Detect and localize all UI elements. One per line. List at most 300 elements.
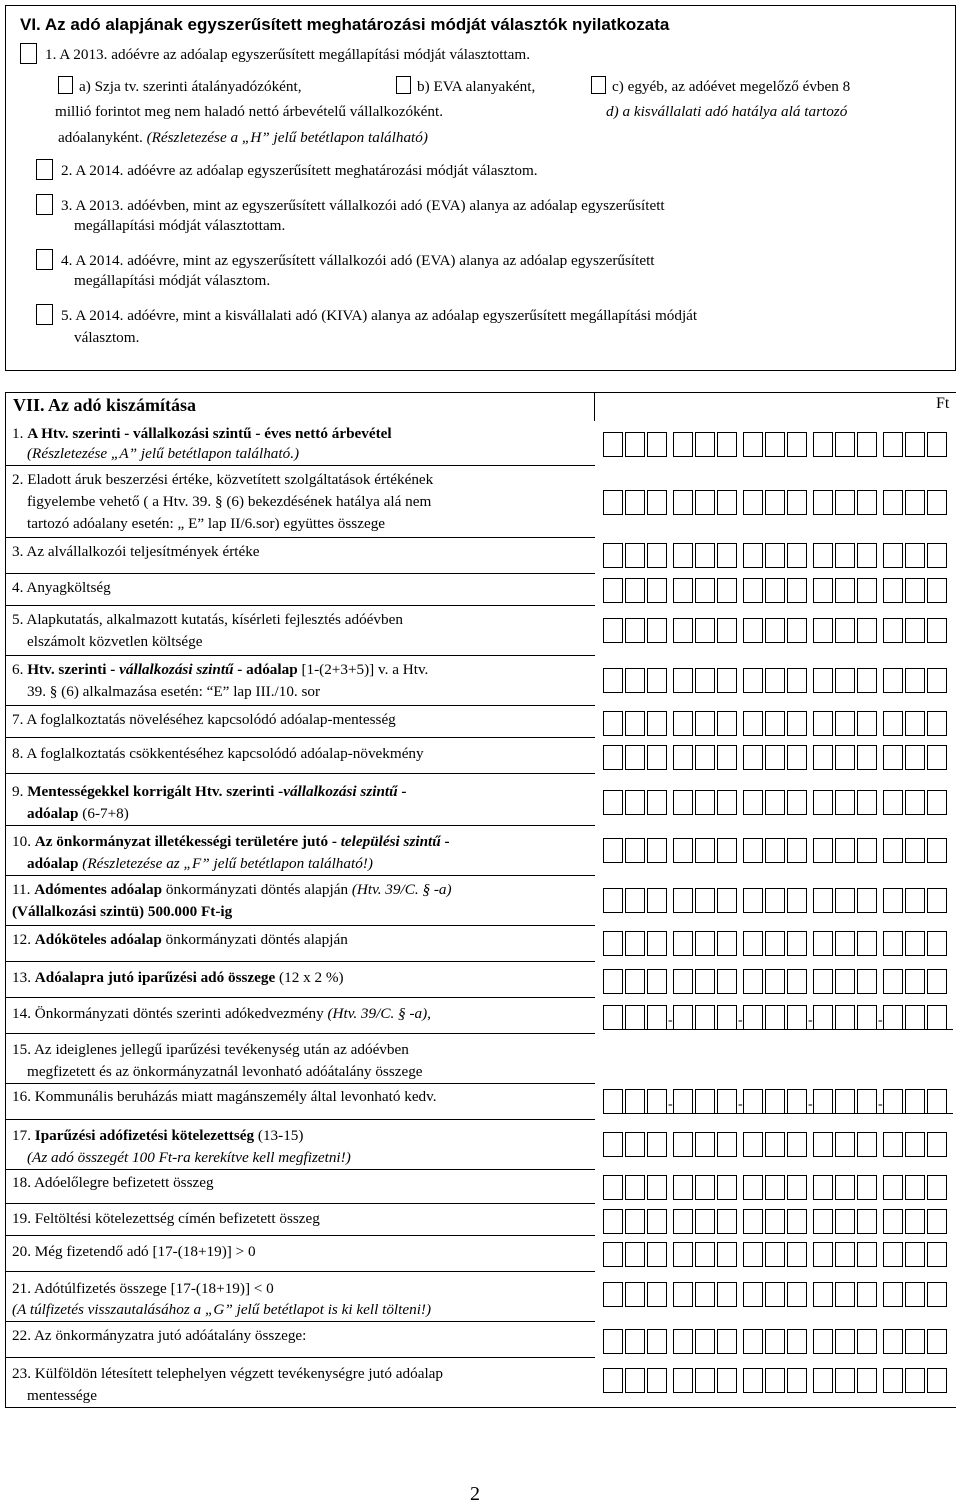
digit-box[interactable] <box>743 1209 763 1234</box>
digit-box[interactable] <box>743 1005 763 1030</box>
digit-box[interactable] <box>787 1209 807 1234</box>
digit-box[interactable] <box>905 790 925 815</box>
checkbox-option-2[interactable] <box>36 159 53 180</box>
digit-box[interactable] <box>883 490 903 515</box>
digit-box[interactable] <box>603 1329 623 1354</box>
digit-box[interactable] <box>787 1089 807 1114</box>
digit-box[interactable] <box>673 1175 693 1200</box>
digit-box[interactable] <box>927 969 947 994</box>
digit-box[interactable] <box>695 745 715 770</box>
digit-box[interactable] <box>883 1089 903 1114</box>
digit-box[interactable] <box>927 1368 947 1393</box>
digit-box[interactable] <box>695 543 715 568</box>
digit-box[interactable] <box>603 931 623 956</box>
digit-box[interactable] <box>625 1132 645 1157</box>
digit-box[interactable] <box>673 745 693 770</box>
digit-box[interactable] <box>695 432 715 457</box>
digit-box[interactable] <box>673 1209 693 1234</box>
digit-box[interactable] <box>647 1089 667 1114</box>
digit-box[interactable] <box>857 1242 877 1267</box>
digit-box[interactable] <box>765 1209 785 1234</box>
digit-box[interactable] <box>813 490 833 515</box>
digit-box[interactable] <box>743 668 763 693</box>
digit-box[interactable] <box>765 618 785 643</box>
digit-box[interactable] <box>695 578 715 603</box>
digit-box[interactable] <box>787 1368 807 1393</box>
digit-box[interactable] <box>905 578 925 603</box>
digit-box[interactable] <box>927 711 947 736</box>
digit-box[interactable] <box>857 1282 877 1307</box>
digit-box[interactable] <box>813 1132 833 1157</box>
digit-box[interactable] <box>603 1132 623 1157</box>
digit-box[interactable] <box>717 838 737 863</box>
digit-box[interactable] <box>835 969 855 994</box>
digit-box[interactable] <box>883 668 903 693</box>
digit-box[interactable] <box>835 543 855 568</box>
digit-box[interactable] <box>883 1242 903 1267</box>
digit-box[interactable] <box>603 1175 623 1200</box>
digit-box[interactable] <box>625 432 645 457</box>
digit-box[interactable] <box>717 1209 737 1234</box>
digit-box[interactable] <box>695 1005 715 1030</box>
digit-box[interactable] <box>813 543 833 568</box>
digit-box[interactable] <box>927 578 947 603</box>
digit-box[interactable] <box>787 618 807 643</box>
digit-box[interactable] <box>927 1242 947 1267</box>
digit-box[interactable] <box>717 490 737 515</box>
digit-box[interactable] <box>647 1209 667 1234</box>
digit-box[interactable] <box>813 1242 833 1267</box>
digit-box[interactable] <box>905 931 925 956</box>
digit-box[interactable] <box>717 931 737 956</box>
digit-box[interactable] <box>813 790 833 815</box>
digit-box[interactable] <box>717 1132 737 1157</box>
digit-box[interactable] <box>717 1089 737 1114</box>
digit-box[interactable] <box>743 1175 763 1200</box>
digit-box[interactable] <box>743 969 763 994</box>
digit-box[interactable] <box>787 668 807 693</box>
digit-box[interactable] <box>927 432 947 457</box>
digit-box[interactable] <box>743 1282 763 1307</box>
digit-box[interactable] <box>835 668 855 693</box>
digit-box[interactable] <box>717 790 737 815</box>
digit-box[interactable] <box>673 1089 693 1114</box>
digit-box[interactable] <box>787 543 807 568</box>
digit-box[interactable] <box>647 1368 667 1393</box>
digit-box[interactable] <box>835 1089 855 1114</box>
digit-box[interactable] <box>857 1132 877 1157</box>
digit-box[interactable] <box>625 888 645 913</box>
digit-box[interactable] <box>625 838 645 863</box>
digit-box[interactable] <box>883 1209 903 1234</box>
digit-box[interactable] <box>857 838 877 863</box>
digit-box[interactable] <box>765 432 785 457</box>
digit-box[interactable] <box>927 1209 947 1234</box>
digit-box[interactable] <box>743 1368 763 1393</box>
digit-box[interactable] <box>625 1329 645 1354</box>
digit-box[interactable] <box>625 668 645 693</box>
digit-box[interactable] <box>765 1089 785 1114</box>
digit-box[interactable] <box>835 1368 855 1393</box>
digit-box[interactable] <box>673 931 693 956</box>
digit-box[interactable] <box>813 1005 833 1030</box>
digit-box[interactable] <box>787 1132 807 1157</box>
digit-box[interactable] <box>905 1209 925 1234</box>
digit-box[interactable] <box>813 931 833 956</box>
digit-box[interactable] <box>857 888 877 913</box>
digit-box[interactable] <box>787 1242 807 1267</box>
digit-box[interactable] <box>743 618 763 643</box>
digit-box[interactable] <box>813 1089 833 1114</box>
digit-box[interactable] <box>743 790 763 815</box>
digit-box[interactable] <box>787 931 807 956</box>
digit-box[interactable] <box>835 888 855 913</box>
digit-box[interactable] <box>673 1368 693 1393</box>
digit-box[interactable] <box>765 1368 785 1393</box>
digit-box[interactable] <box>743 838 763 863</box>
digit-box[interactable] <box>673 1282 693 1307</box>
digit-box[interactable] <box>927 1005 947 1030</box>
digit-box[interactable] <box>743 1329 763 1354</box>
digit-box[interactable] <box>787 790 807 815</box>
digit-box[interactable] <box>787 838 807 863</box>
digit-box[interactable] <box>883 969 903 994</box>
digit-box[interactable] <box>883 931 903 956</box>
digit-box[interactable] <box>673 969 693 994</box>
digit-box[interactable] <box>743 543 763 568</box>
digit-box[interactable] <box>743 1242 763 1267</box>
digit-box[interactable] <box>603 1282 623 1307</box>
digit-box[interactable] <box>905 1089 925 1114</box>
digit-box[interactable] <box>603 1368 623 1393</box>
digit-box[interactable] <box>647 578 667 603</box>
digit-box[interactable] <box>835 1209 855 1234</box>
digit-box[interactable] <box>883 790 903 815</box>
digit-box[interactable] <box>603 668 623 693</box>
digit-box[interactable] <box>927 931 947 956</box>
digit-box[interactable] <box>883 1329 903 1354</box>
digit-box[interactable] <box>813 1282 833 1307</box>
digit-box[interactable] <box>695 1175 715 1200</box>
digit-box[interactable] <box>813 1175 833 1200</box>
digit-box[interactable] <box>625 931 645 956</box>
digit-box[interactable] <box>765 578 785 603</box>
digit-box[interactable] <box>647 1005 667 1030</box>
digit-box[interactable] <box>647 1132 667 1157</box>
digit-box[interactable] <box>883 745 903 770</box>
digit-box[interactable] <box>765 1005 785 1030</box>
digit-box[interactable] <box>695 711 715 736</box>
digit-box[interactable] <box>813 711 833 736</box>
digit-box[interactable] <box>835 838 855 863</box>
digit-box[interactable] <box>647 1282 667 1307</box>
digit-box[interactable] <box>857 1209 877 1234</box>
digit-box[interactable] <box>625 543 645 568</box>
digit-box[interactable] <box>625 1282 645 1307</box>
digit-box[interactable] <box>717 1175 737 1200</box>
digit-box[interactable] <box>765 838 785 863</box>
digit-box[interactable] <box>717 618 737 643</box>
digit-box[interactable] <box>927 618 947 643</box>
digit-box[interactable] <box>717 1005 737 1030</box>
digit-box[interactable] <box>673 490 693 515</box>
digit-box[interactable] <box>673 1242 693 1267</box>
digit-box[interactable] <box>603 1005 623 1030</box>
digit-box[interactable] <box>883 838 903 863</box>
checkbox-option-1[interactable] <box>20 43 37 64</box>
digit-box[interactable] <box>765 1175 785 1200</box>
digit-box[interactable] <box>695 1209 715 1234</box>
checkbox-option-1a[interactable] <box>58 76 73 94</box>
digit-box[interactable] <box>787 711 807 736</box>
digit-box[interactable] <box>813 888 833 913</box>
digit-box[interactable] <box>787 1282 807 1307</box>
digit-box[interactable] <box>717 1242 737 1267</box>
digit-box[interactable] <box>905 543 925 568</box>
digit-box[interactable] <box>883 618 903 643</box>
digit-box[interactable] <box>625 490 645 515</box>
digit-box[interactable] <box>813 432 833 457</box>
digit-box[interactable] <box>765 490 785 515</box>
digit-box[interactable] <box>625 1005 645 1030</box>
digit-box[interactable] <box>647 432 667 457</box>
digit-box[interactable] <box>835 490 855 515</box>
digit-box[interactable] <box>813 969 833 994</box>
digit-box[interactable] <box>765 745 785 770</box>
digit-box[interactable] <box>927 838 947 863</box>
digit-box[interactable] <box>835 432 855 457</box>
digit-box[interactable] <box>765 790 785 815</box>
digit-box[interactable] <box>647 668 667 693</box>
digit-box[interactable] <box>717 578 737 603</box>
digit-box[interactable] <box>765 543 785 568</box>
digit-box[interactable] <box>647 838 667 863</box>
digit-box[interactable] <box>883 1005 903 1030</box>
checkbox-option-1c[interactable] <box>591 76 606 94</box>
digit-box[interactable] <box>835 931 855 956</box>
digit-box[interactable] <box>673 711 693 736</box>
digit-box[interactable] <box>927 745 947 770</box>
digit-box[interactable] <box>813 1368 833 1393</box>
digit-box[interactable] <box>905 618 925 643</box>
digit-box[interactable] <box>765 888 785 913</box>
digit-box[interactable] <box>813 745 833 770</box>
digit-box[interactable] <box>603 790 623 815</box>
digit-box[interactable] <box>743 931 763 956</box>
digit-box[interactable] <box>603 711 623 736</box>
digit-box[interactable] <box>603 1242 623 1267</box>
digit-box[interactable] <box>625 711 645 736</box>
digit-box[interactable] <box>603 745 623 770</box>
digit-box[interactable] <box>857 1089 877 1114</box>
digit-box[interactable] <box>787 1329 807 1354</box>
digit-box[interactable] <box>835 1005 855 1030</box>
digit-box[interactable] <box>647 711 667 736</box>
digit-box[interactable] <box>695 490 715 515</box>
digit-box[interactable] <box>603 543 623 568</box>
digit-box[interactable] <box>673 668 693 693</box>
digit-box[interactable] <box>603 578 623 603</box>
digit-box[interactable] <box>717 1282 737 1307</box>
digit-box[interactable] <box>787 969 807 994</box>
digit-box[interactable] <box>743 745 763 770</box>
digit-box[interactable] <box>905 838 925 863</box>
digit-box[interactable] <box>857 1329 877 1354</box>
digit-box[interactable] <box>835 1132 855 1157</box>
digit-box[interactable] <box>743 1089 763 1114</box>
digit-box[interactable] <box>695 931 715 956</box>
digit-box[interactable] <box>813 1329 833 1354</box>
digit-box[interactable] <box>787 1175 807 1200</box>
digit-box[interactable] <box>905 1005 925 1030</box>
digit-box[interactable] <box>695 668 715 693</box>
digit-box[interactable] <box>813 838 833 863</box>
digit-box[interactable] <box>673 838 693 863</box>
digit-box[interactable] <box>717 668 737 693</box>
digit-box[interactable] <box>813 578 833 603</box>
digit-box[interactable] <box>765 711 785 736</box>
digit-box[interactable] <box>857 1368 877 1393</box>
digit-box[interactable] <box>743 578 763 603</box>
checkbox-option-4[interactable] <box>36 249 53 270</box>
digit-box[interactable] <box>905 668 925 693</box>
digit-box[interactable] <box>787 1005 807 1030</box>
digit-box[interactable] <box>905 1282 925 1307</box>
digit-box[interactable] <box>765 969 785 994</box>
digit-box[interactable] <box>927 668 947 693</box>
digit-box[interactable] <box>835 711 855 736</box>
digit-box[interactable] <box>905 711 925 736</box>
digit-box[interactable] <box>835 1329 855 1354</box>
digit-box[interactable] <box>625 1242 645 1267</box>
digit-box[interactable] <box>765 668 785 693</box>
digit-box[interactable] <box>835 745 855 770</box>
digit-box[interactable] <box>743 490 763 515</box>
checkbox-option-3[interactable] <box>36 194 53 215</box>
digit-box[interactable] <box>603 969 623 994</box>
digit-box[interactable] <box>625 618 645 643</box>
digit-box[interactable] <box>905 1242 925 1267</box>
digit-box[interactable] <box>647 490 667 515</box>
digit-box[interactable] <box>647 931 667 956</box>
digit-box[interactable] <box>603 432 623 457</box>
digit-box[interactable] <box>765 931 785 956</box>
digit-box[interactable] <box>883 711 903 736</box>
digit-box[interactable] <box>673 790 693 815</box>
digit-box[interactable] <box>625 1209 645 1234</box>
digit-box[interactable] <box>603 490 623 515</box>
digit-box[interactable] <box>695 1329 715 1354</box>
digit-box[interactable] <box>905 490 925 515</box>
digit-box[interactable] <box>673 578 693 603</box>
digit-box[interactable] <box>883 543 903 568</box>
digit-box[interactable] <box>905 745 925 770</box>
digit-box[interactable] <box>673 432 693 457</box>
digit-box[interactable] <box>717 432 737 457</box>
digit-box[interactable] <box>883 1132 903 1157</box>
digit-box[interactable] <box>695 790 715 815</box>
digit-box[interactable] <box>717 1368 737 1393</box>
digit-box[interactable] <box>883 888 903 913</box>
digit-box[interactable] <box>625 1175 645 1200</box>
digit-box[interactable] <box>927 543 947 568</box>
digit-box[interactable] <box>857 1175 877 1200</box>
digit-box[interactable] <box>927 1132 947 1157</box>
digit-box[interactable] <box>927 888 947 913</box>
digit-box[interactable] <box>927 1089 947 1114</box>
digit-box[interactable] <box>647 969 667 994</box>
digit-box[interactable] <box>743 432 763 457</box>
digit-box[interactable] <box>717 711 737 736</box>
digit-box[interactable] <box>673 543 693 568</box>
digit-box[interactable] <box>673 1132 693 1157</box>
digit-box[interactable] <box>883 1175 903 1200</box>
digit-box[interactable] <box>857 969 877 994</box>
digit-box[interactable] <box>695 1282 715 1307</box>
digit-box[interactable] <box>857 668 877 693</box>
digit-box[interactable] <box>625 578 645 603</box>
digit-box[interactable] <box>647 790 667 815</box>
digit-box[interactable] <box>603 888 623 913</box>
digit-box[interactable] <box>787 490 807 515</box>
digit-box[interactable] <box>857 432 877 457</box>
digit-box[interactable] <box>905 969 925 994</box>
digit-box[interactable] <box>857 490 877 515</box>
digit-box[interactable] <box>625 745 645 770</box>
digit-box[interactable] <box>647 1329 667 1354</box>
digit-box[interactable] <box>857 790 877 815</box>
digit-box[interactable] <box>813 1209 833 1234</box>
digit-box[interactable] <box>673 888 693 913</box>
digit-box[interactable] <box>905 1175 925 1200</box>
checkbox-option-1b[interactable] <box>396 76 411 94</box>
digit-box[interactable] <box>717 1329 737 1354</box>
checkbox-option-5[interactable] <box>36 304 53 325</box>
digit-box[interactable] <box>927 1329 947 1354</box>
digit-box[interactable] <box>883 1282 903 1307</box>
digit-box[interactable] <box>835 1242 855 1267</box>
digit-box[interactable] <box>765 1242 785 1267</box>
digit-box[interactable] <box>625 969 645 994</box>
digit-box[interactable] <box>717 745 737 770</box>
digit-box[interactable] <box>835 578 855 603</box>
digit-box[interactable] <box>883 1368 903 1393</box>
digit-box[interactable] <box>603 1209 623 1234</box>
digit-box[interactable] <box>835 1175 855 1200</box>
digit-box[interactable] <box>765 1282 785 1307</box>
digit-box[interactable] <box>765 1132 785 1157</box>
digit-box[interactable] <box>857 578 877 603</box>
digit-box[interactable] <box>695 969 715 994</box>
digit-box[interactable] <box>695 1242 715 1267</box>
digit-box[interactable] <box>813 618 833 643</box>
digit-box[interactable] <box>813 668 833 693</box>
digit-box[interactable] <box>835 1282 855 1307</box>
digit-box[interactable] <box>647 1175 667 1200</box>
digit-box[interactable] <box>717 969 737 994</box>
digit-box[interactable] <box>647 888 667 913</box>
digit-box[interactable] <box>857 931 877 956</box>
digit-box[interactable] <box>857 618 877 643</box>
digit-box[interactable] <box>647 618 667 643</box>
digit-box[interactable] <box>603 618 623 643</box>
digit-box[interactable] <box>743 888 763 913</box>
digit-box[interactable] <box>857 543 877 568</box>
digit-box[interactable] <box>905 432 925 457</box>
digit-box[interactable] <box>695 1368 715 1393</box>
digit-box[interactable] <box>905 1132 925 1157</box>
digit-box[interactable] <box>787 432 807 457</box>
